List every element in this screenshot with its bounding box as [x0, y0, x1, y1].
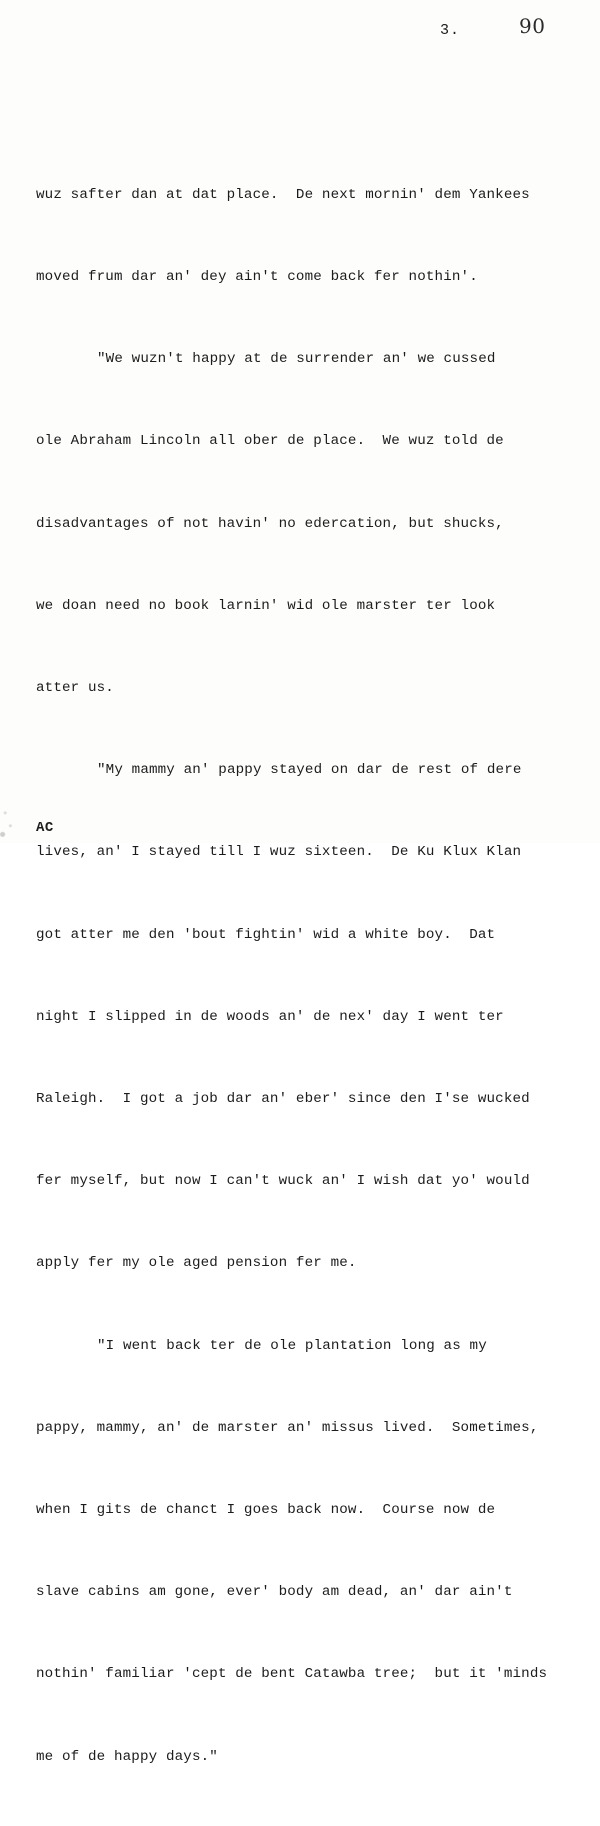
footer-initials: AC — [36, 820, 54, 836]
paragraph-start-line: "I went back ter de ole plantation long as my — [97, 1337, 487, 1354]
text-line: we doan need no book larnin' wid ole marster ter look — [36, 597, 496, 614]
text-line: me of de happy days." — [36, 1748, 218, 1765]
text-line: slave cabins am gone, ever' body am dead, an' dar ain't — [36, 1584, 513, 1601]
text-line: disadvantages of not havin' no edercation, but shucks, — [36, 515, 504, 532]
text-line: fer myself, but now I can't wuck an' I wish dat yo' would — [36, 1173, 530, 1190]
page-number: 3. — [440, 22, 461, 39]
text-line: got atter me den 'bout fightin' wid a white boy. Dat — [36, 926, 496, 943]
text-line: wuz safter dan at dat place. De next mornin' dem Yankees — [36, 186, 530, 203]
paragraph-start-line: "We wuzn't happy at de surrender an' we cussed — [97, 351, 496, 368]
text-line: night I slipped in de woods an' de nex' day I went ter — [36, 1008, 504, 1025]
paragraph-start-line: "My mammy an' pappy stayed on dar de rest of dere — [97, 762, 522, 779]
narrative-body — [36, 127, 576, 1826]
text-line: Raleigh. I got a job dar an' eber' since den I'se wucked — [36, 1091, 530, 1108]
archive-page-number: 90 — [519, 14, 546, 38]
text-line: atter us. — [36, 680, 114, 697]
text-line: apply fer my ole aged pension fer me. — [36, 1255, 357, 1272]
text-line: when I gits de chanct I goes back now. Course now de — [36, 1502, 496, 1519]
text-line: nothin' familiar 'cept de bent Catawba tree; but it 'minds — [36, 1666, 548, 1683]
text-line: pappy, mammy, an' de marster an' missus lived. Sometimes, — [36, 1419, 539, 1436]
text-line: ole Abraham Lincoln all ober de place. We wuz told de — [36, 433, 504, 450]
text-line: lives, an' I stayed till I wuz sixteen. De Ku Klux Klan — [36, 844, 522, 861]
scan-edge-speckle — [0, 800, 26, 843]
text-line: moved frum dar an' dey ain't come back fer nothin'. — [36, 269, 478, 286]
